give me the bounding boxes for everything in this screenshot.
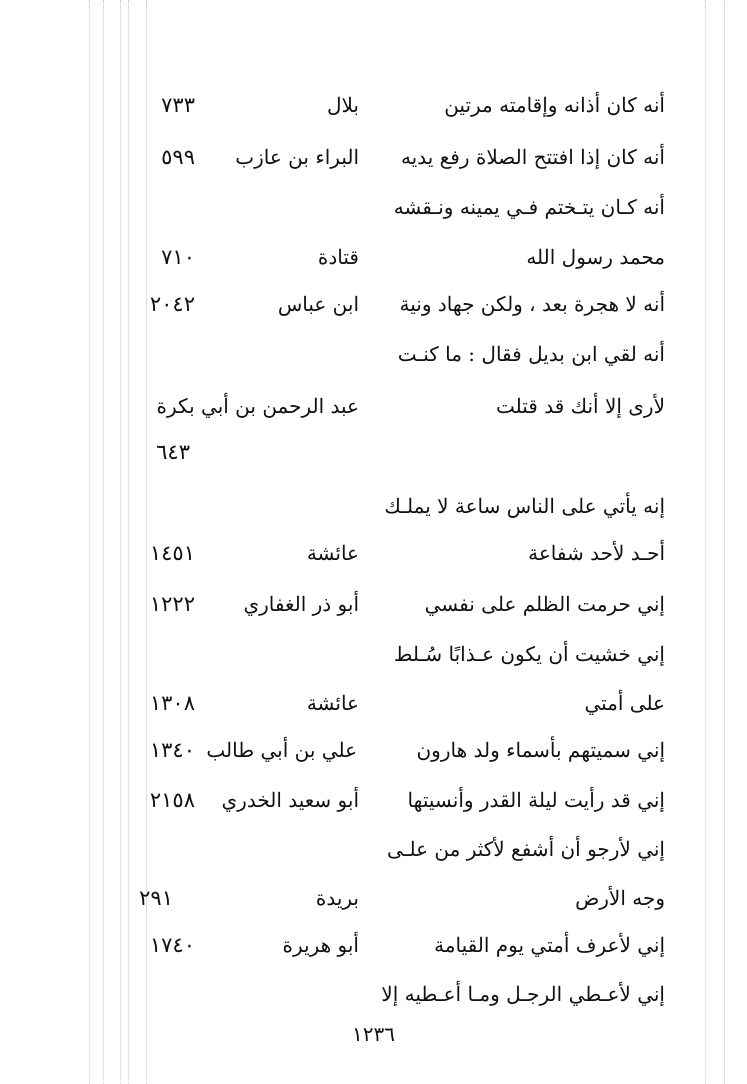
hadith-text: إني لأعرف أمتي يوم القيامة <box>434 933 665 957</box>
narrator-name: علي بن أبي طالب <box>206 738 357 762</box>
narrator-name: البراء بن عازب <box>235 145 359 169</box>
hadith-number: ٧١٠ <box>161 245 195 269</box>
hadith-text: إني لأرجو أن أشفع لأكثر من علـى <box>386 837 665 861</box>
narrator-name: عائشة <box>306 541 359 565</box>
hadith-number: ٢٩١ <box>139 886 173 910</box>
hadith-number: ١٢٢٢ <box>149 592 195 616</box>
page-number-text: ١٢٣٦ <box>352 1022 395 1046</box>
index-row <box>0 925 747 965</box>
hadith-text: إني حرمت الظلم على نفسي <box>424 592 665 616</box>
hadith-number: ٢١٥٨ <box>149 788 195 812</box>
index-row <box>0 878 747 918</box>
hadith-text: إني قد رأيت ليلة القدر وأنسيتها <box>407 788 665 812</box>
index-row <box>0 334 747 374</box>
hadith-number: ٦٤٣ <box>156 440 190 464</box>
hadith-number: ٧٣٣ <box>161 93 195 117</box>
hadith-text: على أمتي <box>584 691 665 715</box>
hadith-text: أنه كـان يتـختم فـي يمينه ونـقشه <box>393 195 665 219</box>
narrator-name: أبو سعيد الخدري <box>221 788 359 812</box>
index-row <box>0 432 747 472</box>
index-row <box>0 137 747 177</box>
index-row <box>0 486 747 526</box>
narrator-name: أبو هريرة <box>282 933 359 957</box>
hadith-number: ٥٩٩ <box>161 145 195 169</box>
narrator-name: بريدة <box>315 886 359 910</box>
hadith-text: إني سميتهم بأسماء ولد هارون <box>416 738 665 762</box>
hadith-number: ١٤٥١ <box>149 541 195 565</box>
narrator-name: عبد الرحمن بن أبي بكرة <box>156 394 359 418</box>
narrator-name: أبو ذر الغفاري <box>243 592 359 616</box>
narrator-name: قتادة <box>317 245 359 269</box>
page-number <box>0 1014 747 1054</box>
hadith-text: محمد رسول الله <box>526 245 665 269</box>
narrator-name: ابن عباس <box>277 292 359 316</box>
hadith-text: إنه يأتي على الناس ساعة لا يملـك <box>384 494 665 518</box>
hadith-text: لأرى إلا أنك قد قتلت <box>495 394 665 418</box>
hadith-number: ١٣٠٨ <box>149 691 195 715</box>
index-row <box>0 780 747 820</box>
hadith-text: أنه كان إذا افتتح الصلاة رفع يديه <box>400 145 665 169</box>
index-row <box>0 974 747 1014</box>
hadith-text: إني خشيت أن يكون عـذابًا سُـلط <box>393 642 665 666</box>
index-row <box>0 584 747 624</box>
hadith-text: أحـد لأحد شفاعة <box>528 541 665 565</box>
index-row <box>0 386 747 426</box>
index-row <box>0 683 747 723</box>
hadith-text: إني لأعـطي الرجـل ومـا أعـطيه إلا <box>381 982 665 1006</box>
narrator-name: بلال <box>326 93 359 117</box>
index-row <box>0 85 747 125</box>
index-row <box>0 284 747 324</box>
hadith-text: أنه كان أذانه وإقامته مرتين <box>444 93 665 117</box>
hadith-number: ٢٠٤٢ <box>149 292 195 316</box>
index-row <box>0 237 747 277</box>
index-row <box>0 634 747 674</box>
narrator-name: عائشة <box>306 691 359 715</box>
index-row <box>0 533 747 573</box>
hadith-number: ١٧٤٠ <box>149 933 195 957</box>
hadith-text: أنه لقي ابن بديل فقال : ما كنـت <box>397 342 665 366</box>
index-row <box>0 829 747 869</box>
hadith-text: أنه لا هجرة بعد ، ولكن جهاد ونية <box>399 292 665 316</box>
hadith-number: ١٣٤٠ <box>149 738 195 762</box>
index-row <box>0 730 747 770</box>
index-row <box>0 187 747 227</box>
hadith-text: وجه الأرض <box>575 886 665 910</box>
